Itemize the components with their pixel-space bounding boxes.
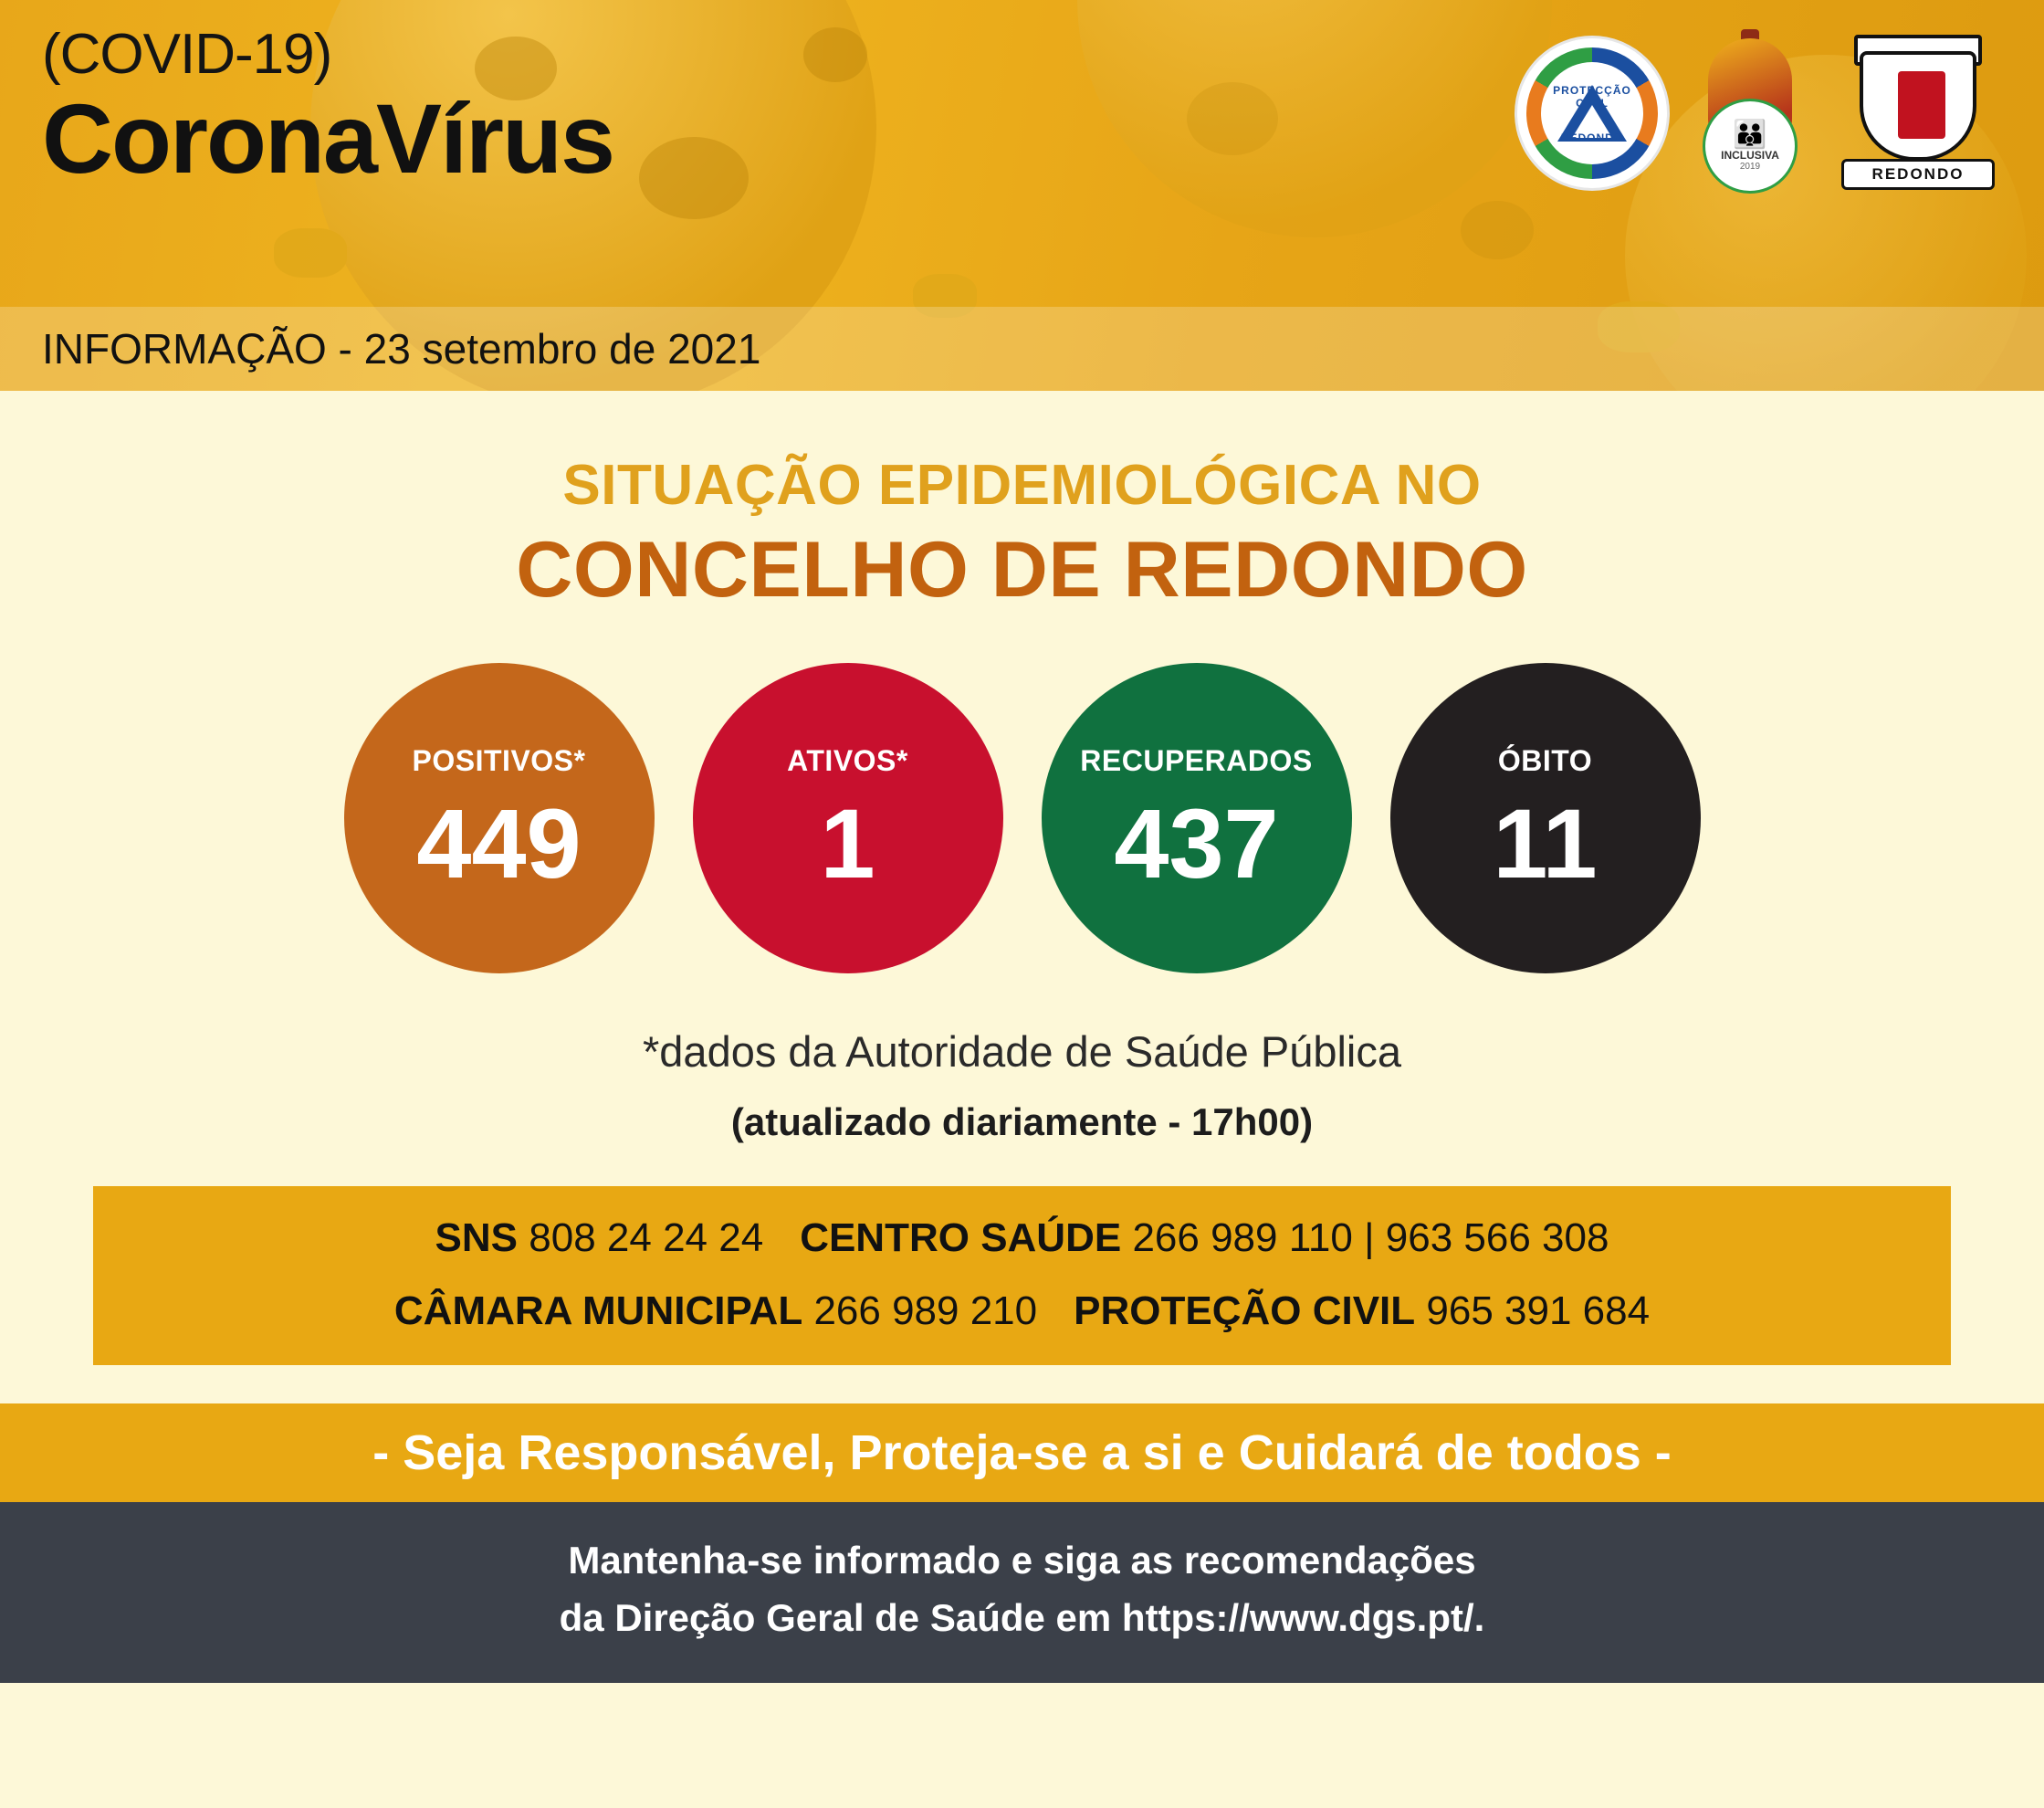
covid-label: (COVID-19)	[42, 23, 332, 86]
stats-circle-group	[42, 663, 2002, 973]
logo-group	[1515, 31, 2004, 195]
contact-protecao-civil	[1074, 1288, 1650, 1334]
contact-number: 266 989 110 | 963 566 308	[1132, 1215, 1609, 1260]
stat-label: ATIVOS*	[787, 743, 908, 777]
contact-name: PROTEÇÃO CIVIL	[1074, 1288, 1416, 1333]
stat-circle-obito	[1390, 663, 1701, 973]
protecao-civil-bottom-text: REDONDO	[1560, 131, 1624, 144]
page-title: CoronaVírus	[42, 83, 614, 194]
footer-line-2: da Direção Geral de Saúde em https://www.dgs.pt/.	[559, 1596, 1485, 1639]
contacts-panel	[93, 1186, 1951, 1365]
contacts-row-1	[111, 1215, 1933, 1261]
contact-name: SNS	[435, 1215, 519, 1260]
redondo-coat-of-arms-icon	[1832, 31, 2004, 195]
stat-value: 449	[416, 787, 582, 899]
stat-value: 11	[1493, 787, 1598, 899]
stat-label: RECUPERADOS	[1080, 743, 1313, 777]
source-note: *dados da Autoridade de Saúde Pública	[643, 1027, 1401, 1076]
update-note: (atualizado diariamente - 17h00)	[730, 1100, 1314, 1143]
contact-centro-saude	[800, 1215, 1609, 1261]
slogan-banner: - Seja Responsável, Proteja-se a si e Cuidará de todos -	[0, 1403, 2044, 1502]
contact-sns	[435, 1215, 764, 1261]
protecao-civil-top-text: PROTECÇÃO CIVIL	[1553, 84, 1631, 110]
contact-name: CÂMARA MUNICIPAL	[393, 1288, 803, 1333]
brasao-ribbon-text: REDONDO	[1841, 159, 1995, 190]
poster-main	[0, 391, 2044, 1365]
contacts-row-2	[111, 1288, 1933, 1334]
contact-number: 808 24 24 24	[529, 1215, 764, 1260]
stat-value: 1	[820, 787, 875, 899]
stat-circle-recuperados	[1042, 663, 1352, 973]
contact-name: CENTRO SAÚDE	[800, 1215, 1122, 1260]
contact-camara-municipal	[394, 1288, 1037, 1334]
info-date-bar	[0, 307, 2044, 391]
poster-footer	[0, 1502, 2044, 1683]
poster-header	[0, 0, 2044, 391]
footer-line-1: Mantenha-se informado e siga as recomendações	[568, 1539, 1476, 1582]
contact-number: 965 391 684	[1426, 1288, 1651, 1333]
inclusiva-label: INCLUSIVA	[1721, 148, 1779, 162]
contact-number: 266 989 210	[813, 1288, 1038, 1333]
stat-circle-ativos	[693, 663, 1003, 973]
stat-label: ÓBITO	[1497, 743, 1593, 777]
people-icon: 👪	[1733, 119, 1767, 150]
stat-label: POSITIVOS*	[412, 743, 586, 777]
situation-title: SITUAÇÃO EPIDEMIOLÓGICA NO	[562, 454, 1482, 517]
protecao-civil-logo-icon	[1515, 36, 1670, 191]
info-date-text: INFORMAÇÃO - 23 setembro de 2021	[42, 325, 761, 373]
stat-circle-positivos	[344, 663, 655, 973]
inclusiva-year: 2019	[1739, 161, 1761, 172]
stat-value: 437	[1114, 787, 1279, 899]
municipality-title: CONCELHO DE REDONDO	[516, 526, 1528, 614]
inclusiva-logo-icon	[1693, 33, 1808, 194]
